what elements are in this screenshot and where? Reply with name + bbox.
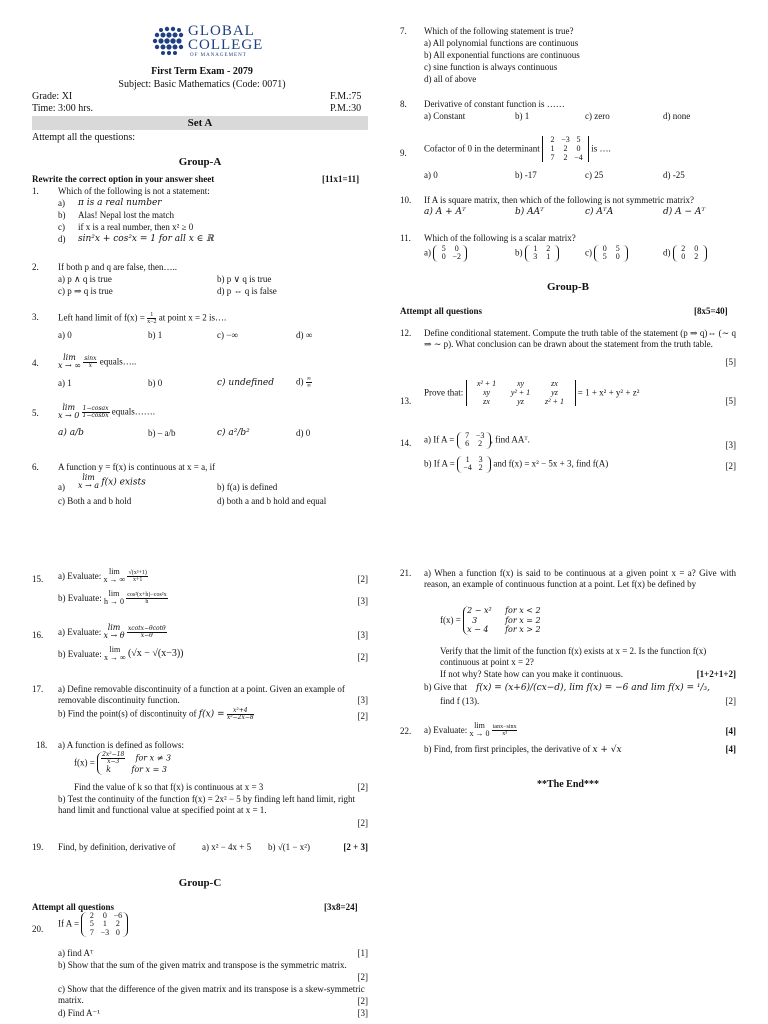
question-17: 17. a) Define removable discontinuity of a function at a point. Given an example of removable discontinuity function. [3] b) Find the point(s) of discontinuity of f(x) = $\frac{\text{x²+4}}{\text{x²−2x−8}}$ [2]	[32, 684, 368, 721]
time: Time: 3:00 hrs.	[32, 103, 94, 114]
group-b-marks: [8x5=40]	[694, 306, 728, 316]
question-7: 7. Which of the following statement is true? a) All polynomial functions are continuous b) All exponential functions are continuous c) sine function is always continuous d) all of above	[400, 26, 580, 84]
group-c-instruction: Attempt all questions	[32, 902, 115, 912]
set-label: Set A	[32, 116, 368, 130]
question-6: 6. A function y = f(x) is continuous at x = a, if a) lim x → a f(x) exists b) f(a) is defined c) Both a and b hold d) both a and b hold and equal	[32, 462, 327, 506]
group-a-title: Group-A	[178, 156, 222, 168]
question-12: 12. Define conditional statement. Compute the truth table of the statement (p ⇒ q)⇔ (∼ q ⇒ ∼ p). What conclusion can be drawn about the statement from the truth table. [5]	[400, 328, 736, 367]
logo-text-global: GLOBAL	[188, 23, 255, 39]
matrix: 2 0 −6 5 1 2 7 −3 0	[81, 912, 128, 937]
college-logo	[152, 24, 262, 60]
exam-title: First Term Exam - 2079	[151, 66, 253, 77]
subject-line: Subject: Basic Mathematics (Code: 0071)	[118, 79, 286, 90]
group-a-instruction: Rewrite the correct option in your answer sheet	[32, 174, 215, 184]
matrix: 7 −3 6 2	[457, 432, 491, 449]
question-10: 10. If A is square matrix, then which of the following is not symmetric matrix? a) A + Aᵀ b) AAᵀ c) AᵀA d) A − Aᵀ	[400, 195, 706, 217]
grade: Grade: XI	[32, 91, 73, 102]
matrix: 1 2 3 1	[525, 245, 559, 262]
question-1: 1. Which of the following is not a statement: a) π is a real number b) Alas! Nepal lost the match c) if x is a real number, then x² ≥ 0 d) sin²x + cos²x = 1 for all x ∈ ℝ	[32, 186, 214, 244]
question-19: 19. Find, by definition, derivative of a) x² − 4x + 5 b) √(1 − x²) [2 + 3]	[32, 842, 368, 852]
matrix: 1 3 −4 2	[457, 456, 491, 473]
question-2: 2. If both p and q are false, then….. a) p ∧ q is true b) p ∨ q is true c) p ⇒ q is true d) p ⇔ q is false	[32, 262, 277, 296]
determinant: 2 −3 5 1 2 0 7 2 −4	[542, 136, 589, 162]
question-21: 21. a) When a function f(x) is said to be continuous at a given point x = a? Give with reason, an example of continuous function at a point. Let f(x) be defined by f(x) = 2 − x² for x < 2 3 for x = 2 x − 4 for x > 2 Verify that the limit of the function f(x) exists at x = 2. Is the function f(x) continuous at point x = 2? If not why? State how can you make it continuous. [1+2+1+2] b) Give that f(x) = (x+6)/(cx−d), lim f(x) = −6 and lim f(x) = ¹/₃, find f (13). [2]	[400, 568, 736, 706]
logo-text-management: OF MANAGEMENT	[190, 53, 247, 58]
group-c-marks: [3x8=24]	[324, 902, 358, 912]
piecewise-brace: $\frac{\text{2x²−18}}{x-3}$ for x ≠ 3 k for x = 3	[97, 752, 171, 775]
group-c-title: Group-C	[178, 877, 222, 889]
globe-dots-icon	[152, 26, 186, 56]
question-8: 8. Derivative of constant function is …… a) Constant b) 1 c) zero d) none	[400, 99, 691, 121]
piecewise-brace: 2 − x² for x < 2 3 for x = 2 x − 4 for x > 2	[463, 606, 541, 635]
question-3: 3. Left hand limit of f(x) = $\frac{1}{x-2}$ at point x = 2 is…. a) 0 b) 1 c) −∞ d) ∞	[32, 312, 313, 340]
matrix: 0 5 5 0	[594, 245, 628, 262]
fraction: $\frac{1}{x-2}$	[147, 312, 157, 325]
logo-text-college: COLLEGE	[188, 37, 264, 53]
matrix: 2 0 0 2	[673, 245, 707, 262]
instruction: Attempt all the questions:	[32, 132, 136, 143]
full-marks: F.M.:75	[330, 91, 362, 102]
group-b-instruction: Attempt all questions	[400, 306, 483, 316]
determinant: x² + 1 xy zx xy y² + 1 yz zx yz z² + 1	[466, 380, 576, 406]
question-11: 11. Which of the following is a scalar matrix? a) 5 0 0 −2 b) 1 2 3 1 c) 0 5 5 0 d) 2 0 0 2	[400, 233, 736, 244]
the-end: **The End***	[537, 779, 599, 790]
group-b-title: Group-B	[547, 281, 589, 293]
group-a-marks: [11x1=11]	[322, 174, 360, 184]
matrix: 5 0 0 −2	[433, 245, 467, 262]
pass-marks: P.M.:30	[330, 103, 362, 114]
